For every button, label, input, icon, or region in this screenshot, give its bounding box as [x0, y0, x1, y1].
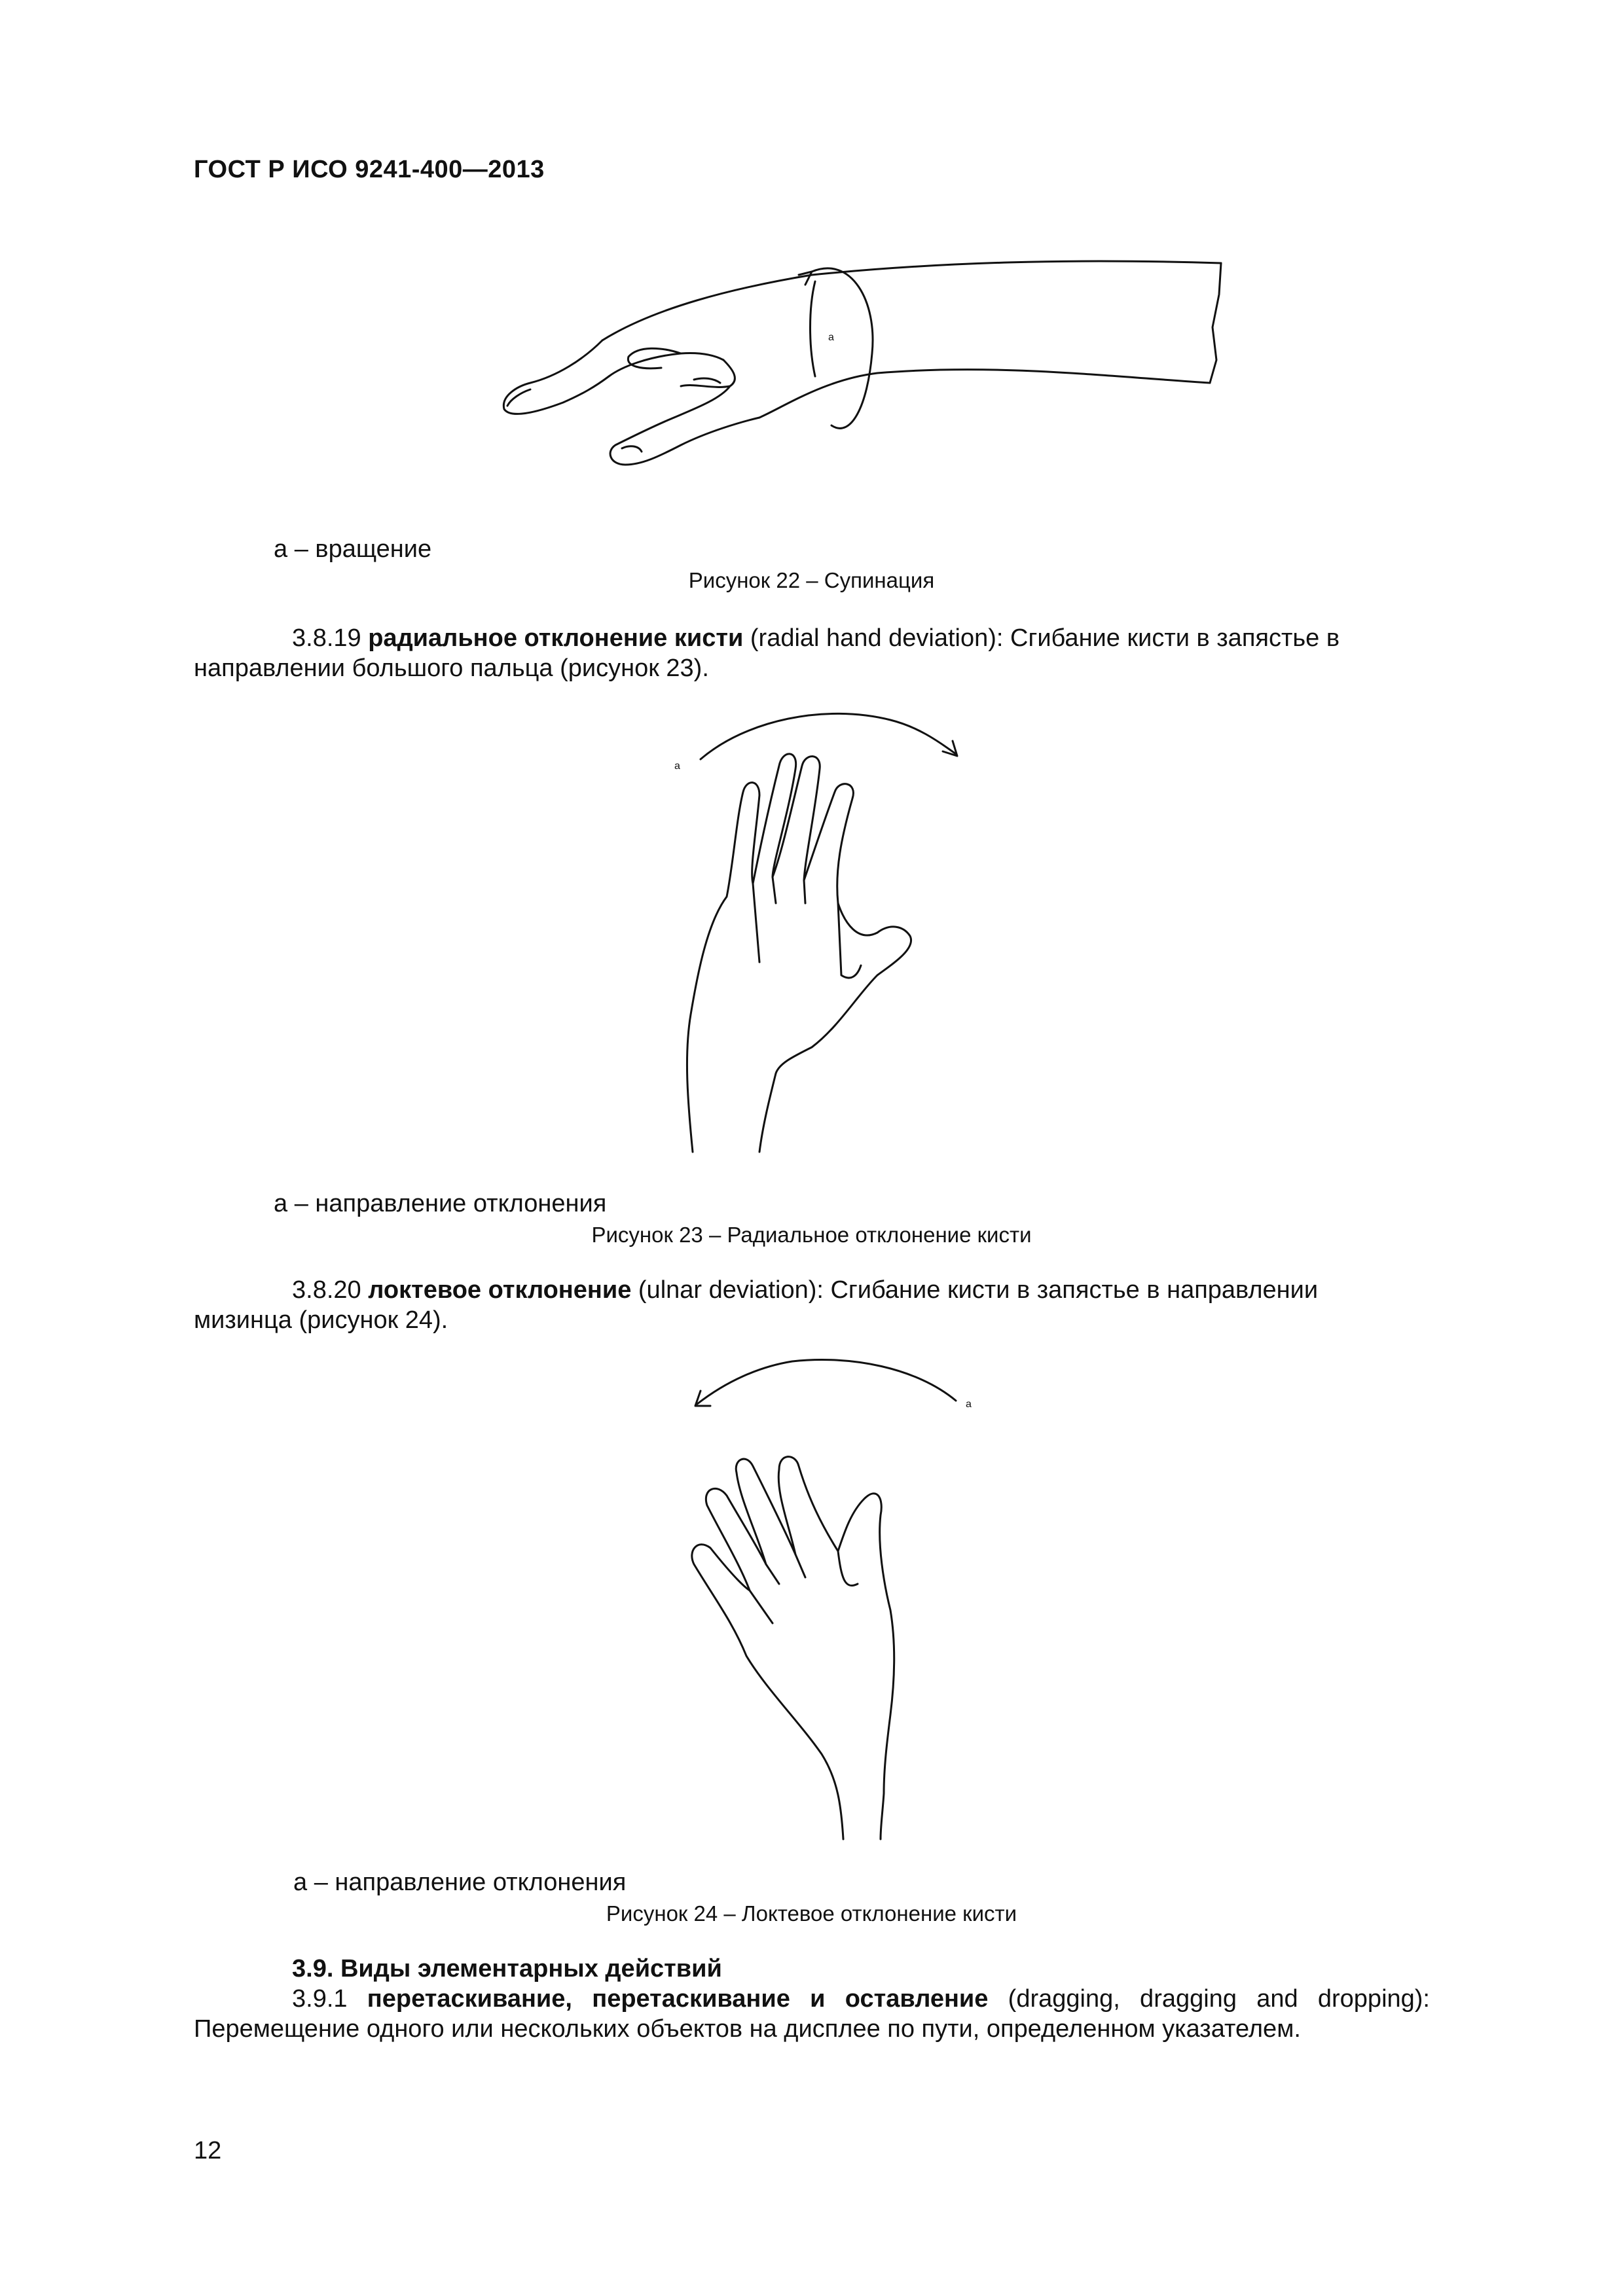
item-number: 3.9.1 [292, 1985, 348, 2013]
deviation-arrow [701, 713, 956, 759]
item-definition-line-1: (dragging, dragging and dropping): [988, 1985, 1430, 2013]
definition-line-2: мизинца (рисунок 24). [194, 1306, 448, 1334]
section-heading: 3.9. Виды элементарных действий [292, 1955, 722, 1982]
section-3-9 [194, 1954, 1430, 2044]
page-number: 12 [194, 2137, 222, 2164]
section-number: 3.8.20 [292, 1276, 361, 1304]
document-header: ГОСТ Р ИСО 9241-400—2013 [194, 156, 545, 183]
hand-outline [687, 754, 911, 1152]
term: локтевое отклонение [368, 1276, 632, 1304]
figure-22-marker: a [828, 332, 834, 343]
figure-24-ulnar-deviation-illustration [668, 1348, 1008, 1846]
definition-line-1: (radial hand deviation): Сгибание кисти в запястье в [743, 624, 1340, 652]
item-definition-line-2: Перемещение одного или нескольких объектов на дисплее по пути, определенном указателем. [194, 2015, 1301, 2043]
forearm-end-edge [1210, 263, 1221, 383]
rotation-arrowhead [799, 272, 812, 285]
definition-line-2: направлении большого пальца (рисунок 23). [194, 655, 709, 682]
rotation-arrow [812, 268, 873, 429]
finger-separation-lines [753, 877, 861, 978]
rotation-arrow-back [811, 281, 816, 376]
figure-24-caption: Рисунок 24 – Локтевое отклонение кисти [606, 1901, 1017, 1926]
figure-22-supination-illustration [484, 249, 1237, 497]
figure-23-marker: a [674, 761, 680, 772]
figure-24-marker: a [966, 1399, 972, 1410]
term: радиальное отклонение кисти [368, 624, 744, 652]
middle-fingers [668, 360, 735, 420]
hand-upper-outline [503, 340, 609, 414]
figure-23-legend: а – направление отклонения [274, 1190, 607, 1217]
figure-24-legend: а – направление отклонения [293, 1869, 627, 1896]
figure-23-radial-deviation-illustration [661, 707, 1002, 1158]
paragraph-3-8-19 [194, 623, 1430, 683]
figure-22-caption: Рисунок 22 – Супинация [688, 568, 935, 592]
knuckle-lines [622, 378, 720, 452]
section-number: 3.8.19 [292, 624, 361, 652]
paragraph-3-8-20 [194, 1275, 1430, 1335]
figure-22-legend: а – вращение [274, 535, 432, 563]
hand-outline [692, 1457, 894, 1839]
lower-finger [610, 418, 759, 465]
item-term: перетаскивание, перетаскивание и оставление [367, 1985, 989, 2013]
forearm-top-edge [602, 261, 1221, 340]
deviation-arrow [697, 1360, 956, 1405]
figure-23-caption: Рисунок 23 – Радиальное отклонение кисти [591, 1223, 1032, 1247]
definition-line-1: (ulnar deviation): Сгибание кисти в запястье в направлении [631, 1276, 1319, 1304]
forearm-bottom-edge [759, 370, 1210, 418]
